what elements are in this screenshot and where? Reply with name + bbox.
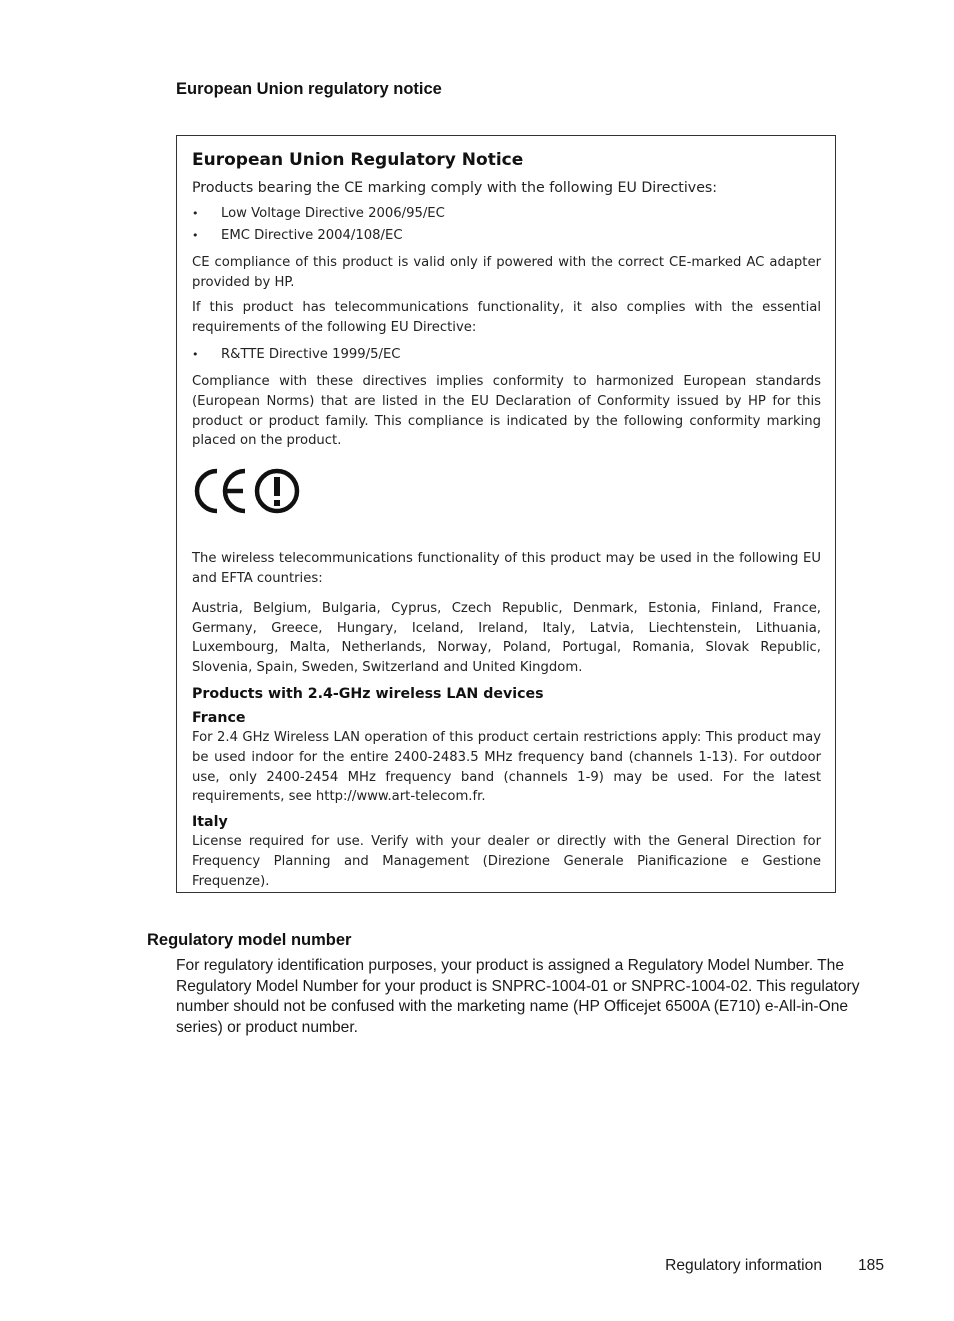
ce-compliance-text: CE compliance of this product is valid only if powered with the correct CE-marked AC adapter provided by HP.: [192, 254, 821, 290]
footer-section-name: Regulatory information: [665, 1257, 822, 1274]
bullet-icon: •: [192, 347, 199, 361]
section-heading-regulatory-model: Regulatory model number: [147, 931, 352, 949]
notice-intro: Products bearing the CE marking comply with the following EU Directives:: [192, 180, 718, 196]
bullet-icon: •: [192, 228, 199, 242]
list-item: • Low Voltage Directive 2006/95/EC: [192, 203, 821, 225]
wlan-heading: Products with 2.4-GHz wireless LAN devices: [192, 685, 544, 702]
alert-class-icon: [257, 471, 297, 511]
telecom-intro-text: If this product has telecommunications functionality, it also complies with the essential requirements of the following EU Directive:: [192, 300, 821, 336]
italy-heading: Italy: [192, 814, 228, 831]
ce-mark-icon: [192, 465, 304, 517]
france-text: For 2.4 GHz Wireless LAN operation of this product certain restrictions apply: This product may be used indoor for the entire 2400-2483.5 MHz frequency band (channels 1-13). For outdoor use, only 2400-2454 MHz frequency band (channels 1-9) may be used. For the latest requirements, see http://www.art-telecom.fr.: [192, 729, 821, 805]
compliance-text: Compliance with these directives implies conformity to harmonized European standards (European Norms) that are listed in the EU Declaration of Conformity issued by HP for this product or product family. This compliance is indicated by the following conformity marking placed on the product.: [192, 373, 821, 449]
list-item: • R&TTE Directive 1999/5/EC: [192, 344, 821, 366]
page-number: 185: [857, 1257, 884, 1274]
eu-regulatory-notice-box: [176, 135, 836, 893]
bullet-icon: •: [192, 206, 199, 220]
section-heading-eu-notice: European Union regulatory notice: [176, 80, 442, 98]
directives-list: [192, 203, 821, 247]
regulatory-model-text: For regulatory identification purposes, your product is assigned a Regulatory Model Number. The Regulatory Model Number for your product is SNPRC-1004-01 or SNPRC-1004-02. This regulatory number should not be confused with the marketing name (HP Officejet 6500A (E710) e-All-in-One series) or product number.: [176, 957, 860, 1036]
countries-text: Austria, Belgium, Bulgaria, Cyprus, Czech Republic, Denmark, Estonia, Finland, France, Germany, Greece, Hungary, Iceland, Ireland, Italy, Latvia, Liechtenstein, Lithuania, Luxembourg, Malta, Netherlands, Norway, Poland, Portugal, Romania, Slovak Republic, Slovenia, Spain, Sweden, Switzerland and United Kingdom.: [192, 600, 821, 676]
notice-title: European Union Regulatory Notice: [192, 150, 524, 170]
italy-text: License required for use. Verify with your dealer or directly with the General Direction for Frequency Planning and Management (Direzione Generale Pianificazione e Gestione Frequenze).: [192, 834, 821, 889]
list-item: • EMC Directive 2004/108/EC: [192, 225, 821, 247]
conformity-marks: [192, 463, 821, 519]
telecom-directives-list: [192, 344, 821, 366]
wireless-intro-text: The wireless telecommunications functionality of this product may be used in the following EU and EFTA countries:: [192, 551, 821, 586]
france-heading: France: [192, 709, 246, 726]
